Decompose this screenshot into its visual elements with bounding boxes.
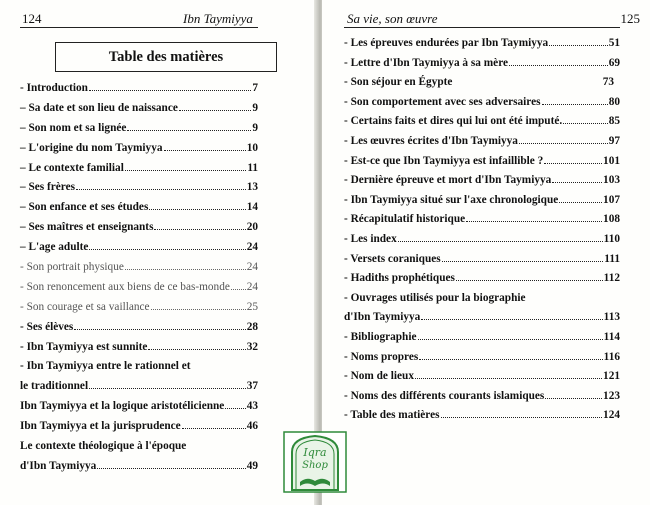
toc-entry-title: - Bibliographie [344, 330, 417, 343]
toc-entry [344, 370, 620, 390]
toc-leader-dots [415, 378, 602, 379]
toc-entry-page: 10 [246, 141, 258, 154]
toc-entry-page: 121 [603, 370, 620, 383]
left-toc-list [20, 82, 258, 480]
toc-leader-dots [76, 189, 246, 190]
logo-text-line2: Shop [302, 460, 328, 471]
toc-entry-title: d'Ibn Taymiyya [20, 459, 97, 472]
toc-entry-title: - Noms des différents courants islamiques [344, 389, 545, 402]
toc-leader-dots [442, 261, 604, 262]
toc-leader-dots [74, 329, 245, 330]
toc-entry [344, 96, 620, 116]
toc-entry-title: - Ses élèves [20, 320, 74, 333]
toc-entry-page: 25 [246, 300, 258, 313]
toc-leader-dots [456, 280, 603, 281]
toc-entry-title: - Nom de lieux [344, 370, 414, 383]
toc-entry [344, 57, 620, 77]
toc-entry-page: 24 [246, 261, 258, 274]
table-of-contents-title: Table des matières [55, 42, 277, 72]
toc-entry-title: – Le contexte familial [20, 161, 124, 174]
toc-leader-dots [559, 202, 602, 203]
toc-leader-dots [125, 269, 246, 270]
toc-entry-page: 43 [246, 400, 258, 413]
toc-leader-dots [419, 359, 602, 360]
toc-entry-title: – L'age adulte [20, 241, 89, 254]
toc-entry [344, 194, 620, 214]
toc-leader-dots [149, 209, 245, 210]
toc-entry-title: Ibn Taymiyya et la jurisprudence [20, 420, 181, 433]
toc-entry-page: 112 [603, 272, 620, 285]
toc-leader-dots [151, 309, 246, 310]
toc-entry [20, 360, 258, 380]
toc-leader-dots [563, 123, 608, 124]
toc-leader-dots [182, 428, 246, 429]
toc-entry-title: le traditionnel [20, 380, 89, 393]
right-running-title: Sa vie, son œuvre [344, 11, 441, 27]
toc-leader-dots [542, 104, 608, 105]
toc-entry-title: – Ses frères [20, 181, 76, 194]
right-page [322, 0, 650, 505]
toc-entry [20, 460, 258, 480]
toc-leader-dots [509, 65, 608, 66]
toc-leader-dots [545, 398, 602, 399]
toc-leader-dots [421, 319, 602, 320]
toc-leader-dots [89, 388, 246, 389]
toc-entry [344, 351, 620, 371]
left-page [0, 0, 319, 505]
toc-leader-dots [125, 170, 246, 171]
toc-entry-page: 69 [608, 56, 620, 69]
toc-entry [20, 181, 258, 201]
toc-entry-page: 80 [608, 95, 620, 108]
toc-entry-page: 51 [608, 37, 620, 49]
left-running-title: Ibn Taymiyya [180, 11, 256, 27]
toc-entry-title: – Son enfance et ses études [20, 201, 149, 214]
right-toc-list [344, 37, 620, 429]
toc-entry-page: 20 [246, 221, 258, 234]
toc-entry-title: – Ses maîtres et enseignants [20, 221, 154, 234]
toc-entry-title: - Son comportement avec ses adversaires [344, 95, 541, 108]
left-running-header [20, 11, 258, 30]
toc-entry [20, 261, 258, 281]
toc-entry-page: 37 [246, 380, 258, 393]
toc-entry [344, 233, 620, 253]
toc-leader-dots [466, 221, 602, 222]
toc-leader-dots [164, 150, 246, 151]
toc-entry [20, 122, 258, 142]
toc-entry [344, 409, 620, 429]
toc-entry [344, 135, 620, 155]
left-page-number: 124 [22, 11, 42, 26]
toc-entry-page: 107 [603, 193, 620, 206]
toc-entry [20, 201, 258, 221]
toc-leader-dots [225, 408, 245, 409]
toc-entry [20, 380, 258, 400]
right-page-number: 125 [620, 11, 640, 26]
toc-entry-page: 85 [608, 115, 620, 128]
toc-entry-page: 49 [246, 459, 258, 472]
logo-text-line1: Iqra [303, 446, 327, 459]
toc-entry [344, 213, 620, 233]
toc-entry [20, 162, 258, 182]
toc-leader-dots [89, 249, 245, 250]
toc-leader-dots [441, 417, 603, 418]
toc-entry-title: - Introduction [20, 82, 88, 94]
toc-leader-dots [89, 90, 251, 91]
toc-entry-page: 73 [602, 76, 614, 89]
toc-entry [344, 155, 620, 175]
toc-entry-page: 110 [603, 232, 620, 245]
toc-entry [20, 142, 258, 162]
toc-entry [344, 331, 620, 351]
toc-entry-title: – Son nom et sa lignée [20, 121, 127, 134]
toc-entry-page: 116 [603, 350, 620, 363]
toc-entry-title: - Table des matières [344, 409, 440, 422]
toc-entry [344, 76, 620, 96]
toc-entry-page: 97 [608, 134, 620, 147]
toc-entry [344, 37, 620, 57]
toc-entry [344, 272, 620, 292]
toc-entry [20, 221, 258, 241]
toc-entry-title: - Ibn Taymiyya situé sur l'axe chronologique [344, 193, 559, 206]
right-running-header [344, 11, 640, 30]
toc-entry-page: 124 [603, 409, 620, 422]
toc-entry-title: - Hadiths prophétiques [344, 272, 455, 285]
toc-entry-title: - Lettre d'Ibn Taymiyya à sa mère [344, 56, 509, 69]
toc-entry-title: d'Ibn Taymiyya [344, 311, 421, 324]
toc-entry [344, 174, 620, 194]
toc-entry-title: - Ouvrages utilisés pour la biographie [344, 291, 526, 304]
toc-entry [344, 292, 620, 312]
toc-entry-page: 14 [246, 201, 258, 214]
toc-entry-page: 24 [246, 241, 258, 254]
toc-leader-dots [97, 468, 245, 469]
toc-entry [20, 420, 258, 440]
toc-entry [344, 115, 620, 135]
toc-entry-page: 9 [252, 121, 258, 134]
toc-entry-page: 32 [246, 340, 258, 353]
toc-entry-title: – L'origine du nom Taymiyya [20, 141, 163, 154]
toc-leader-dots [127, 130, 251, 131]
toc-entry-title: Le contexte théologique à l'époque [20, 440, 187, 453]
toc-entry-page: 114 [603, 330, 620, 343]
toc-entry [20, 281, 258, 301]
toc-entry-title: - Les index [344, 232, 397, 245]
toc-entry-title: - Son séjour en Égypte [344, 76, 453, 89]
toc-entry-page: 108 [603, 213, 620, 226]
toc-entry [344, 311, 620, 331]
toc-leader-dots [519, 143, 608, 144]
toc-entry-page: 28 [246, 320, 258, 333]
toc-entry-page: 103 [603, 174, 620, 187]
toc-leader-dots [231, 289, 246, 290]
toc-entry-title: - Certains faits et dires qui lui ont été imputé. [344, 115, 563, 128]
toc-leader-dots [549, 45, 607, 46]
toc-leader-dots [398, 241, 603, 242]
toc-entry-title: Ibn Taymiyya et la logique aristotélicienne [20, 400, 225, 413]
toc-entry-page: 46 [246, 420, 258, 433]
toc-entry [20, 400, 258, 420]
toc-entry [20, 321, 258, 341]
toc-entry-page: 101 [603, 154, 620, 167]
toc-entry-title: - Son portrait physique [20, 261, 124, 274]
toc-entry-title: - Noms propres [344, 350, 419, 363]
toc-entry-title: - Dernière épreuve et mort d'Ibn Taymiyya [344, 174, 552, 187]
toc-entry [20, 82, 258, 102]
toc-entry [20, 102, 258, 122]
toc-entry-page: 113 [603, 311, 620, 324]
toc-entry [344, 253, 620, 273]
toc-entry-page: 123 [603, 389, 620, 402]
toc-entry [20, 241, 258, 261]
toc-entry-title: - Est-ce que Ibn Taymiyya est infaillible ? [344, 154, 544, 167]
toc-leader-dots [148, 349, 245, 350]
toc-entry-page: 111 [604, 252, 620, 265]
toc-entry-title: – Sa date et son lieu de naissance [20, 101, 178, 114]
toc-entry-title: - Les œuvres écrites d'Ibn Taymiyya [344, 134, 518, 147]
toc-entry-title: - Son renoncement aux biens de ce bas-monde [20, 280, 230, 293]
toc-leader-dots [552, 182, 602, 183]
toc-entry-title: - Ibn Taymiyya est sunnite [20, 340, 148, 353]
iqra-shop-logo [282, 430, 348, 494]
toc-entry-title: - Son courage et sa vaillance [20, 300, 150, 313]
toc-leader-dots [154, 229, 245, 230]
toc-entry-title: - Versets coraniques [344, 252, 441, 265]
toc-entry [20, 301, 258, 321]
toc-entry [20, 341, 258, 361]
toc-leader-dots [544, 163, 602, 164]
toc-entry-page: 9 [252, 101, 258, 114]
toc-entry-page: 13 [246, 181, 258, 194]
toc-leader-dots [179, 110, 251, 111]
toc-entry-title: - Ibn Taymiyya entre le rationnel et [20, 360, 191, 373]
toc-leader-dots [418, 339, 603, 340]
toc-entry-title: - Récapitulatif historique [344, 213, 466, 226]
toc-entry-page: 11 [247, 161, 258, 174]
toc-entry-title: - Les épreuves endurées par Ibn Taymiyya [344, 37, 549, 49]
toc-entry [344, 390, 620, 410]
toc-entry [20, 440, 258, 460]
toc-entry-page: 24 [246, 280, 258, 293]
toc-entry-page: 7 [252, 82, 258, 94]
